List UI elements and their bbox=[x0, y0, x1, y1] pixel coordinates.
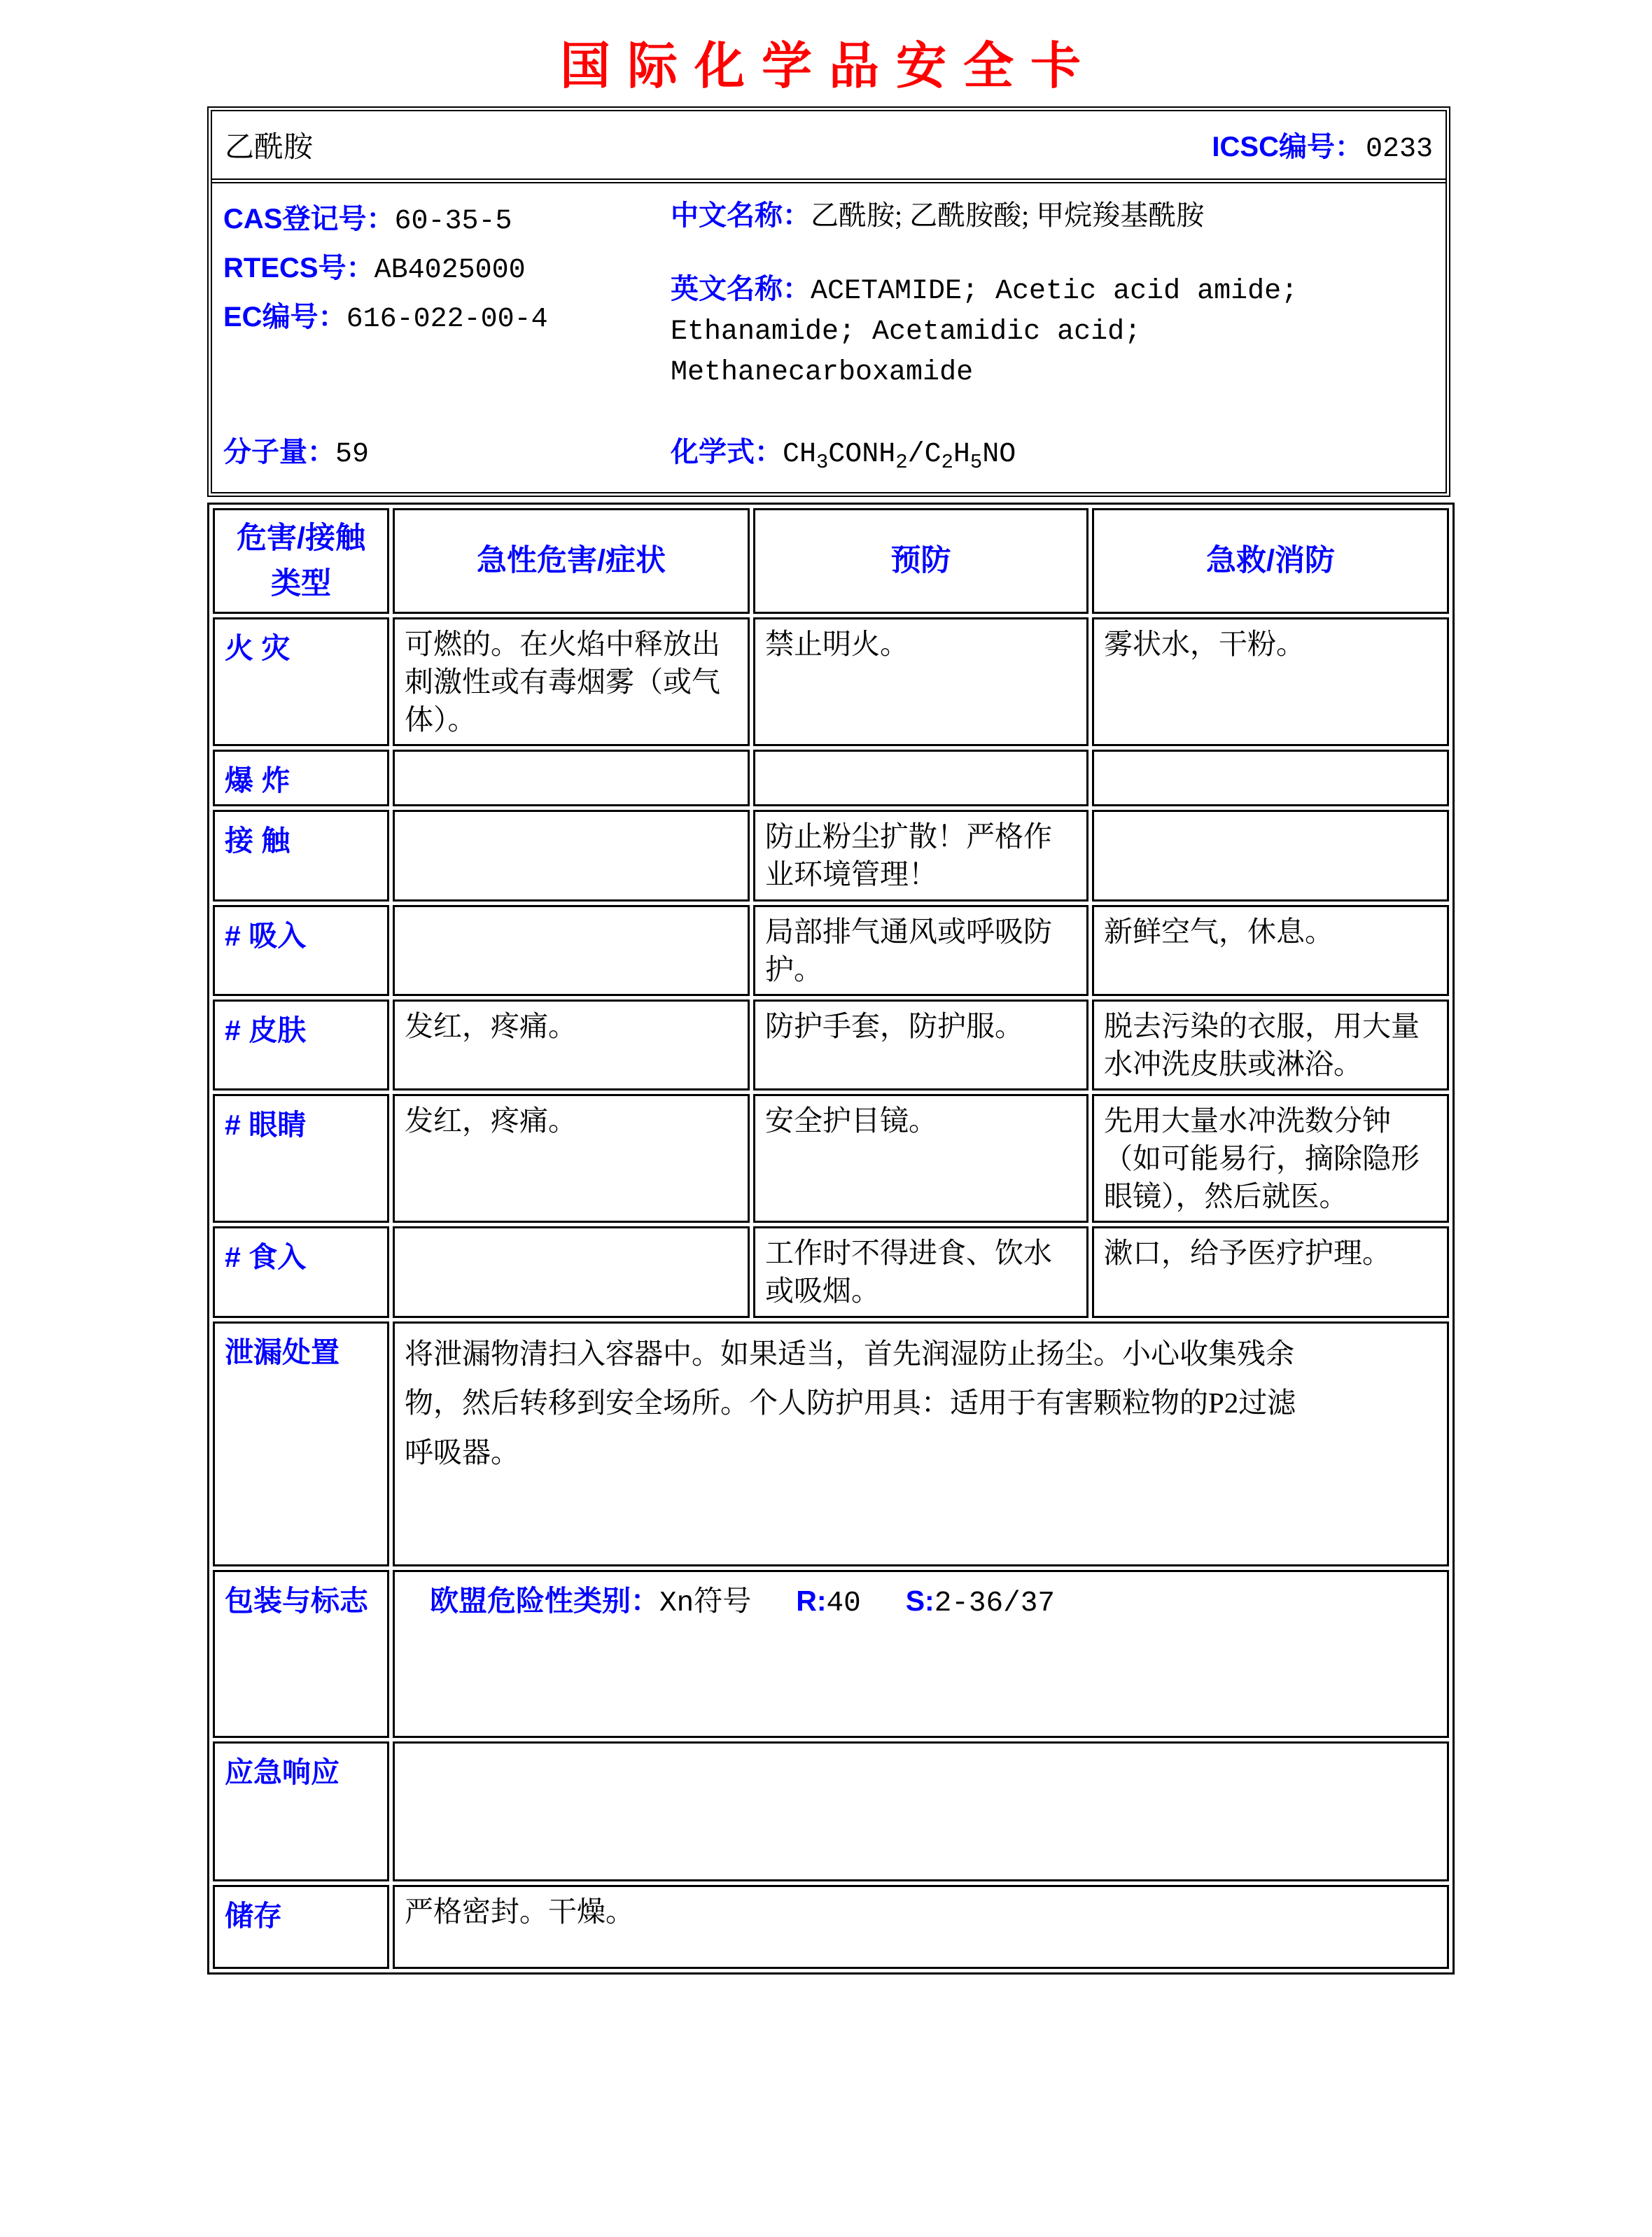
row-label: # 眼睛 bbox=[213, 1094, 389, 1223]
r-phrase-value: 40 bbox=[826, 1587, 861, 1620]
first-aid-cell: 漱口，给予医疗护理。 bbox=[1092, 1226, 1449, 1317]
chemical-formula-value: $CH_3CONH_2/C_2H_5NO$ bbox=[783, 439, 1016, 474]
symptoms-cell bbox=[393, 750, 750, 806]
first-aid-cell bbox=[1092, 750, 1449, 806]
hazard-row-ingestion bbox=[213, 1226, 1449, 1317]
cas-number-line bbox=[223, 196, 671, 245]
row-label: 爆 炸 bbox=[213, 750, 389, 806]
names-column bbox=[671, 183, 1446, 419]
row-label: 接 触 bbox=[213, 810, 389, 901]
section-row-spill-disposal bbox=[213, 1321, 1449, 1566]
molecular-weight-label: 分子量： bbox=[223, 437, 335, 468]
section-label: 储存 bbox=[213, 1885, 389, 1969]
chemical-formula-line bbox=[671, 430, 1446, 492]
section-row-packing-labelling bbox=[213, 1570, 1449, 1738]
s-phrase-label: S: bbox=[905, 1584, 934, 1617]
first-aid-cell: 新鲜空气，休息。 bbox=[1092, 905, 1449, 996]
row-label: 火 灾 bbox=[213, 617, 389, 746]
first-aid-cell bbox=[1092, 810, 1449, 901]
row-label: # 吸入 bbox=[213, 905, 389, 996]
header-first-aid: 急救/消防 bbox=[1092, 508, 1449, 614]
spill-disposal-text: 将泄漏物清扫入容器中。如果适当，首先润湿防止扬尘。小心收集残余物，然后转移到安全场所。个人防护用具：适用于有害颗粒物的P2过滤呼吸器。 bbox=[405, 1337, 1296, 1468]
chemical-formula-label: 化学式： bbox=[671, 437, 783, 468]
molecular-weight-line bbox=[212, 430, 671, 492]
header-symptoms: 急性危害/症状 bbox=[393, 508, 750, 614]
english-name-value: ACETAMIDE; Acetic acid amide; Ethanamide; Acetamidic acid; Methanecarboxamide bbox=[671, 276, 1298, 388]
ec-value: 616-022-00-4 bbox=[346, 304, 548, 335]
hazard-header-row bbox=[213, 508, 1449, 614]
emergency-response-cell bbox=[393, 1741, 1449, 1881]
prevention-cell: 工作时不得进食、饮水或吸烟。 bbox=[753, 1226, 1088, 1317]
section-row-emergency-response bbox=[213, 1741, 1449, 1881]
english-name-block bbox=[671, 270, 1427, 392]
symptoms-cell: 发红，疼痛。 bbox=[393, 1000, 750, 1091]
symptoms-cell bbox=[393, 810, 750, 901]
section-label: 泄漏处置 bbox=[213, 1321, 389, 1566]
header-prevention: 预防 bbox=[753, 508, 1088, 614]
hazard-table bbox=[207, 503, 1455, 1975]
packing-labelling-cell bbox=[393, 1570, 1449, 1738]
molecular-weight-value: 59 bbox=[335, 439, 370, 470]
page-title: 国际化学品安全卡 bbox=[559, 38, 1098, 94]
prevention-cell: 安全护目镜。 bbox=[753, 1094, 1088, 1223]
hazard-row-inhalation bbox=[213, 905, 1449, 996]
symptoms-cell: 发红，疼痛。 bbox=[393, 1094, 750, 1223]
rtecs-value: AB4025000 bbox=[374, 255, 526, 286]
prevention-cell bbox=[753, 750, 1088, 806]
cas-value: 60-35-5 bbox=[394, 206, 512, 237]
ec-number-line bbox=[223, 294, 671, 343]
cas-label: CAS登记号： bbox=[223, 204, 395, 234]
r-phrase-label: R: bbox=[796, 1584, 827, 1617]
symptoms-cell bbox=[393, 905, 750, 996]
hazard-row-skin bbox=[213, 1000, 1449, 1091]
header-hazard-type: 危害/接触 类型 bbox=[213, 508, 389, 614]
spill-disposal-cell bbox=[393, 1321, 1449, 1566]
eu-classification-line bbox=[405, 1578, 1437, 1622]
eu-class-label: 欧盟危险性类别： bbox=[430, 1584, 659, 1617]
prevention-cell: 局部排气通风或呼吸防护。 bbox=[753, 905, 1088, 996]
icsc-number-group bbox=[1212, 125, 1433, 165]
hazard-row-eyes bbox=[213, 1094, 1449, 1223]
chinese-name-label: 中文名称： bbox=[671, 200, 811, 231]
icsc-value: 0233 bbox=[1365, 134, 1433, 165]
hazard-row-contact bbox=[213, 810, 1449, 901]
icsc-label: ICSC编号： bbox=[1212, 132, 1363, 162]
identifier-section bbox=[212, 183, 1446, 419]
first-aid-cell: 脱去污染的衣服，用大量水冲洗皮肤或淋浴。 bbox=[1092, 1000, 1449, 1091]
first-aid-cell: 雾状水，干粉。 bbox=[1092, 617, 1449, 746]
section-label: 应急响应 bbox=[213, 1741, 389, 1881]
row-label: # 食入 bbox=[213, 1226, 389, 1317]
prevention-cell: 防护手套，防护服。 bbox=[753, 1000, 1088, 1091]
registry-numbers-column bbox=[212, 183, 671, 419]
ec-label: EC编号： bbox=[223, 302, 346, 332]
prevention-cell: 禁止明火。 bbox=[753, 617, 1088, 746]
symptoms-cell: 可燃的。在火焰中释放出刺激性或有毒烟雾（或气体）。 bbox=[393, 617, 750, 746]
row-label: # 皮肤 bbox=[213, 1000, 389, 1091]
card-frame bbox=[207, 106, 1450, 497]
english-name-label: 英文名称： bbox=[671, 274, 811, 304]
eu-symbol-value: Xn符号 bbox=[659, 1587, 752, 1620]
chinese-name-value: 乙酰胺; 乙酰胺酸; 甲烷羧基酰胺 bbox=[811, 199, 1205, 231]
symptoms-cell bbox=[393, 1226, 750, 1317]
section-label: 包装与标志 bbox=[213, 1570, 389, 1738]
first-aid-cell: 先用大量水冲洗数分钟（如可能易行，摘除隐形眼镜），然后就医。 bbox=[1092, 1094, 1449, 1223]
formula-row bbox=[212, 419, 1446, 492]
section-row-storage bbox=[213, 1885, 1449, 1969]
rtecs-label: RTECS号： bbox=[223, 253, 374, 283]
prevention-cell: 防止粉尘扩散！严格作业环境管理！ bbox=[753, 810, 1088, 901]
hazard-row-explosion bbox=[213, 750, 1449, 806]
storage-cell: 严格密封。干燥。 bbox=[393, 1885, 1449, 1969]
chinese-name-line bbox=[671, 196, 1429, 235]
card-header bbox=[212, 111, 1446, 183]
substance-name: 乙酰胺 bbox=[225, 132, 314, 164]
s-phrase-value: 2-36/37 bbox=[934, 1587, 1055, 1620]
hazard-row-fire bbox=[213, 617, 1449, 746]
rtecs-number-line bbox=[223, 245, 671, 294]
